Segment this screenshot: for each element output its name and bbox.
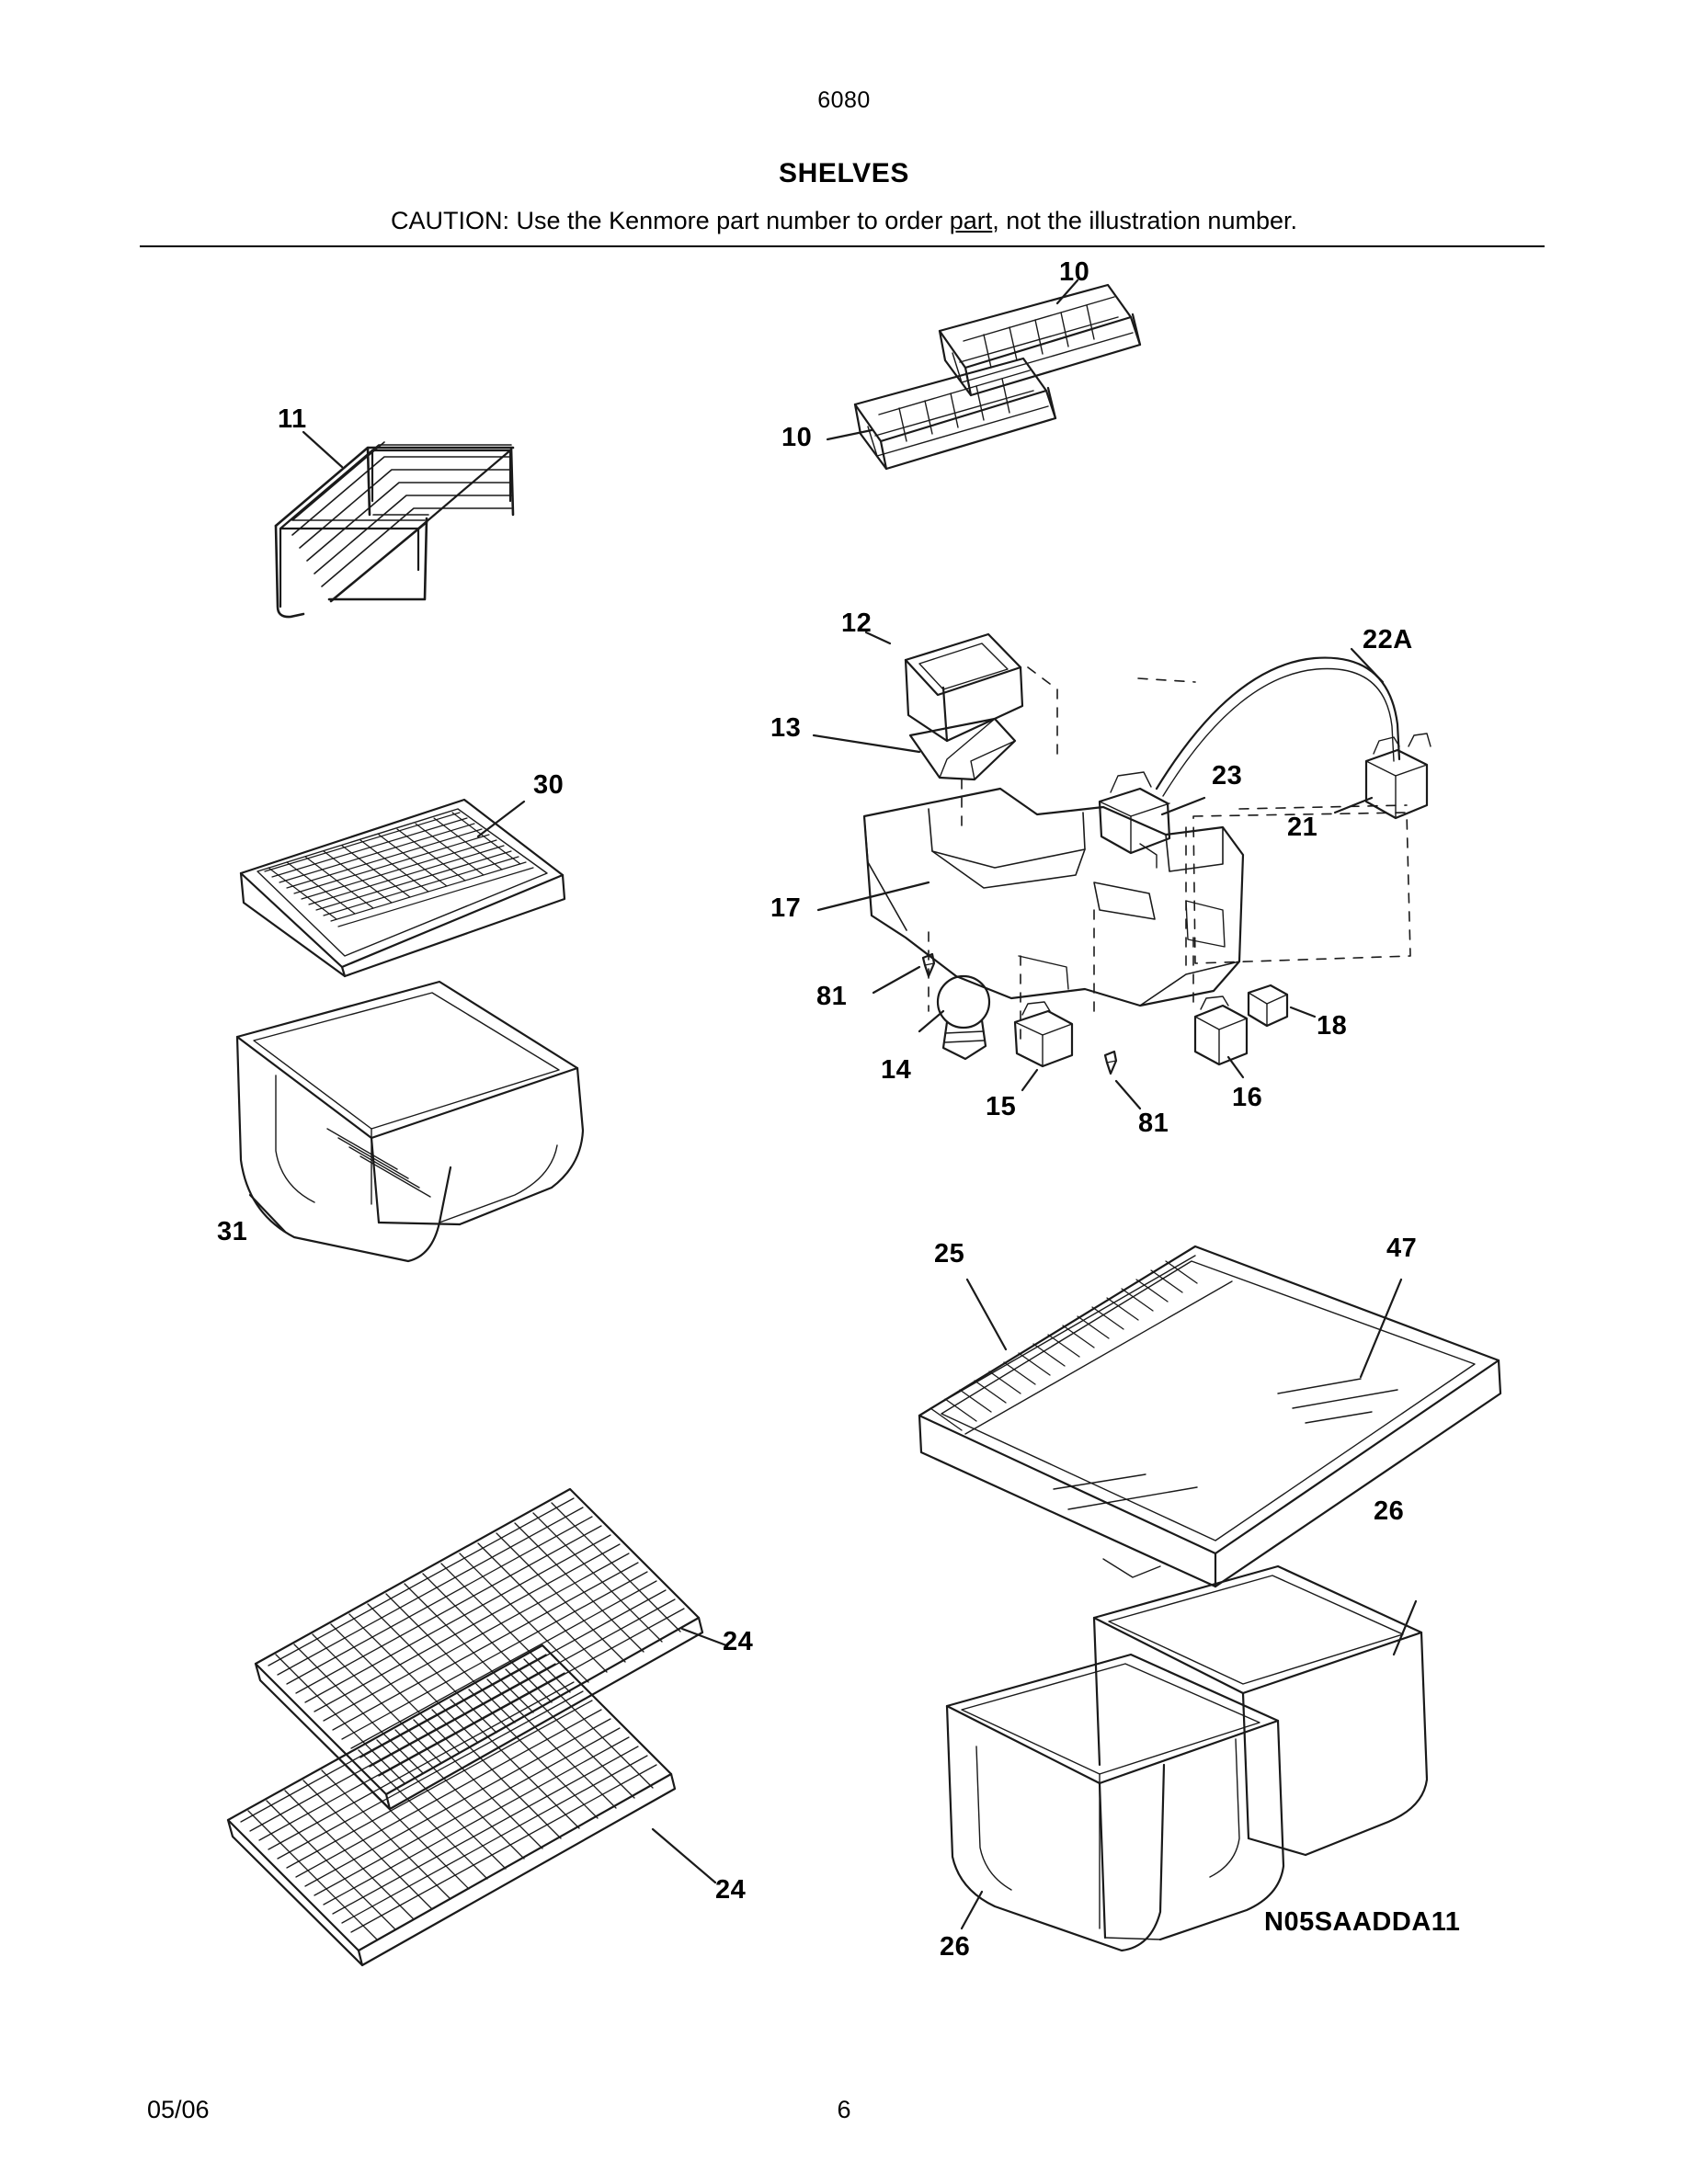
part-22a-wire-harness xyxy=(1157,658,1399,796)
part-31-crisper-drawer xyxy=(237,982,583,1261)
header-divider xyxy=(140,245,1545,247)
caution-text-suffix: , not the illustration number. xyxy=(992,207,1297,234)
footer-date: 05/06 xyxy=(147,2096,210,2123)
callout-17: 17 xyxy=(770,893,802,923)
leader-24b xyxy=(653,1829,715,1883)
leader-30 xyxy=(478,802,524,836)
leader-24a xyxy=(682,1629,726,1645)
callout-24a: 24 xyxy=(723,1627,754,1656)
part-11-wire-shelf xyxy=(276,442,513,617)
drawing-code: N05SAADDA11 xyxy=(1264,1907,1461,1937)
callout-25: 25 xyxy=(934,1239,965,1268)
part-10-ice-tray-upper xyxy=(940,285,1140,395)
assembly-alignment-lines xyxy=(929,667,1410,1048)
callout-22a: 22A xyxy=(1363,625,1413,654)
leader-15 xyxy=(919,1011,943,1031)
part-10-ice-tray-lower xyxy=(855,358,1055,469)
leader-14 xyxy=(1228,1057,1243,1077)
callout-12: 12 xyxy=(841,609,873,638)
leader-25 xyxy=(967,1280,1006,1349)
part-21-connector xyxy=(1366,734,1431,818)
leader-47 xyxy=(1361,1280,1401,1377)
part-26-crisper-bin-rear xyxy=(1094,1566,1427,1855)
callout-81b: 81 xyxy=(1138,1109,1169,1138)
part-17-duct-housing xyxy=(864,789,1243,1006)
leader-10b xyxy=(827,430,872,439)
part-26-crisper-bin-front xyxy=(947,1655,1283,1951)
part-14-light-switch xyxy=(1195,996,1247,1064)
leader-26a xyxy=(1394,1601,1416,1655)
callout-21: 21 xyxy=(1287,813,1318,842)
leader-11 xyxy=(303,432,342,467)
caution-text-underlined: part xyxy=(949,207,993,234)
part-12-ice-chute xyxy=(906,634,1022,741)
leader-31 xyxy=(250,1195,285,1232)
leader-26b xyxy=(962,1892,982,1928)
callout-10a: 10 xyxy=(1059,257,1090,287)
leader-18 xyxy=(1291,1007,1315,1017)
callout-30: 30 xyxy=(533,770,565,800)
callout-23: 23 xyxy=(1212,761,1243,791)
page-title: SHELVES xyxy=(778,158,909,188)
callout-47: 47 xyxy=(1386,1234,1418,1263)
callout-18: 18 xyxy=(1317,1011,1348,1041)
leader-16 xyxy=(1022,1070,1037,1090)
part-15-light-bulb xyxy=(938,976,989,1059)
leader-23 xyxy=(1162,798,1204,814)
caution-text-prefix: CAUTION: Use the Kenmore part number to order xyxy=(391,207,950,234)
part-25-47-glass-shelf xyxy=(919,1246,1500,1587)
leader-21 xyxy=(1335,798,1372,813)
leader-17 xyxy=(818,882,929,910)
callout-14: 16 xyxy=(1232,1083,1263,1112)
part-16-lamp-socket xyxy=(1015,1002,1072,1066)
callout-31: 31 xyxy=(217,1217,248,1246)
callout-26a: 26 xyxy=(1374,1496,1405,1526)
model-number: 6080 xyxy=(817,87,871,113)
callout-24b: 24 xyxy=(715,1875,747,1905)
callout-15: 14 xyxy=(881,1055,912,1085)
part-24-grid-shelf-lower xyxy=(228,1645,675,1965)
leader-81b xyxy=(1116,1081,1140,1109)
caution-note xyxy=(0,207,1688,235)
callout-81a: 81 xyxy=(816,982,848,1011)
part-81-screw-right xyxy=(1105,1052,1116,1074)
part-24-grid-shelf-upper xyxy=(256,1489,702,1809)
callout-10b: 10 xyxy=(781,423,813,452)
part-23-control-module xyxy=(1100,772,1169,868)
callout-26b: 26 xyxy=(940,1932,971,1962)
callout-16: 15 xyxy=(986,1092,1017,1121)
leader-81a xyxy=(873,967,919,993)
callout-13: 13 xyxy=(770,713,802,743)
callout-11: 11 xyxy=(278,404,307,434)
part-81-screw-left xyxy=(923,954,934,976)
footer-page-number: 6 xyxy=(837,2096,851,2123)
leader-13 xyxy=(814,735,919,752)
part-18-grommet xyxy=(1249,985,1287,1026)
part-13-damper-flap xyxy=(910,719,1015,779)
part-30-filter-grille xyxy=(241,800,565,976)
